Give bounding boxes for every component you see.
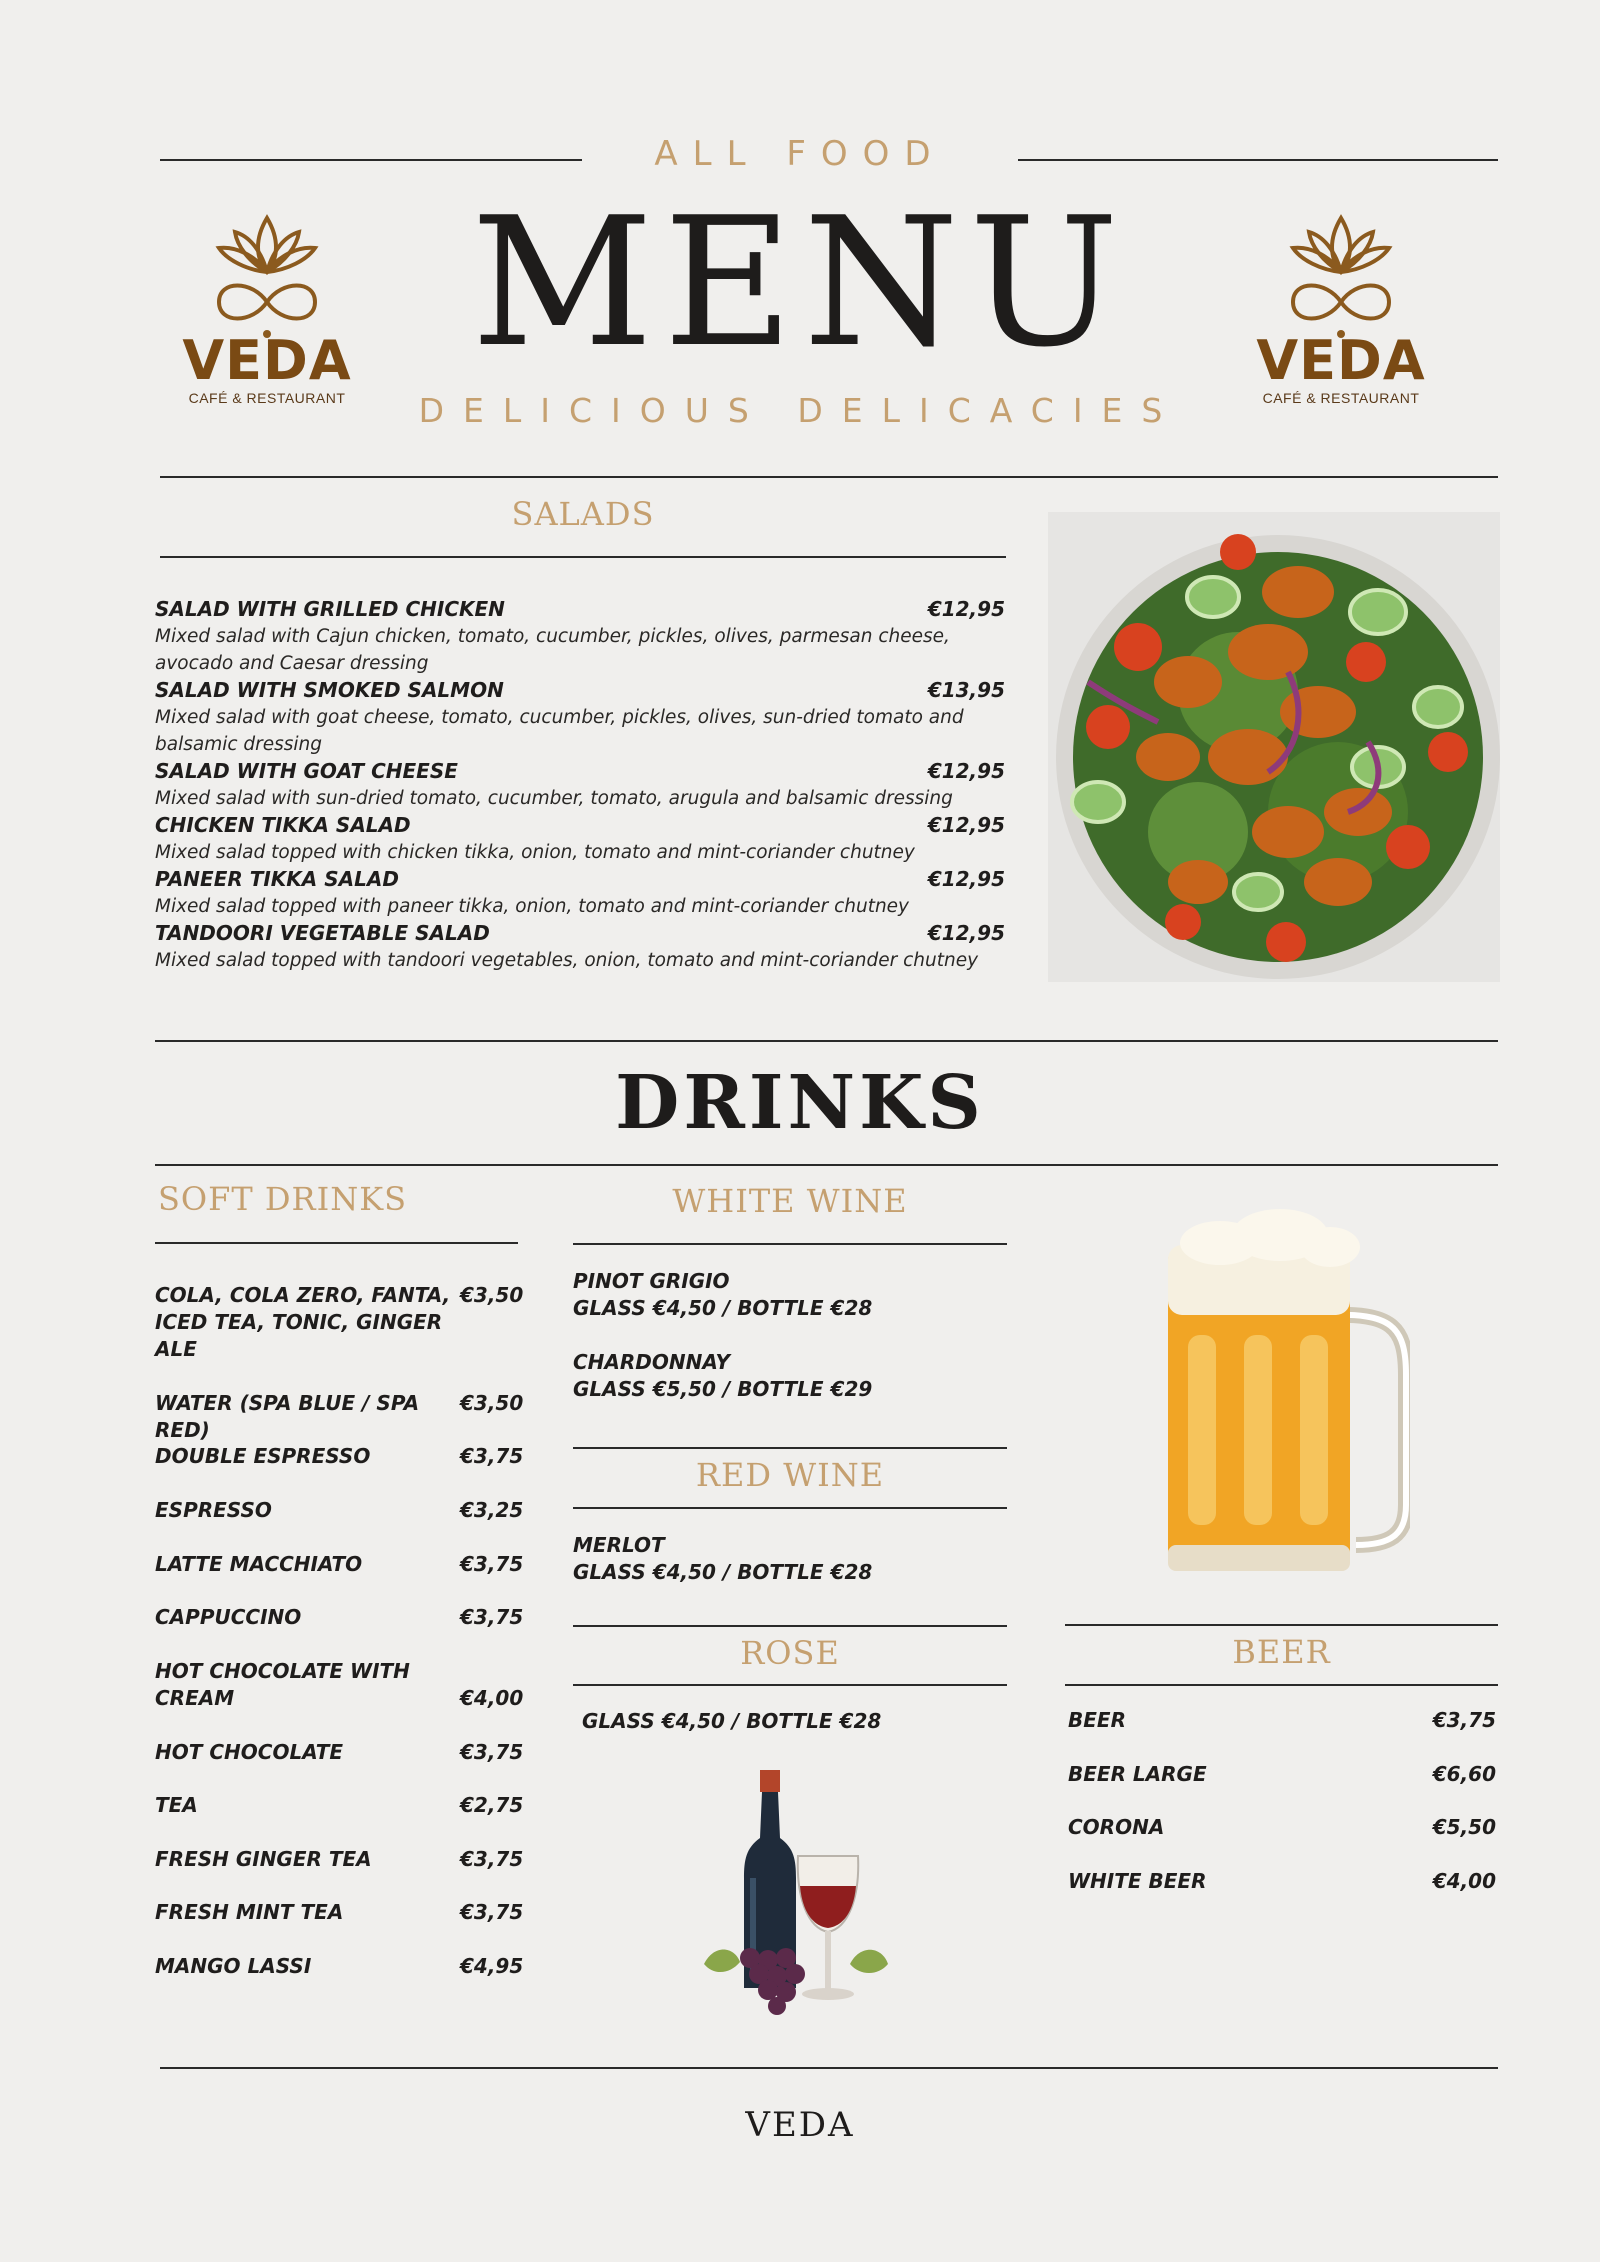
white-wine-rule	[573, 1243, 1007, 1245]
salads-heading: SALADS	[511, 495, 655, 533]
salad-item	[155, 758, 1005, 812]
footer-brand: VEDA	[745, 2105, 855, 2145]
red-wine-heading: RED WINE	[695, 1456, 885, 1494]
drink-name: BEER LARGE	[1068, 1762, 1207, 1786]
drink-price: €4,00	[460, 1686, 524, 1710]
soft-drinks-rule	[155, 1242, 518, 1244]
soft-drink-row	[155, 1497, 524, 1524]
drink-name: CAPPUCCINO	[155, 1605, 302, 1629]
footer-rule	[160, 2067, 1498, 2069]
page-subtitle: DELICIOUS DELICACIES	[418, 391, 1182, 430]
soft-drink-row	[155, 1739, 524, 1766]
salad-description: Mixed salad with sun-dried tomato, cucumber, tomato, arugula and balsamic dressing	[155, 788, 953, 809]
drink-name: MANGO LASSI	[155, 1954, 312, 1978]
drink-price: €3,75	[1432, 1708, 1496, 1732]
wine-item	[573, 1532, 1003, 1586]
soft-drink-row	[155, 1953, 524, 1980]
beer-row	[1068, 1761, 1496, 1788]
drink-price: €5,50	[1432, 1815, 1496, 1839]
drink-price: €3,50	[460, 1283, 524, 1307]
header-divider	[160, 476, 1498, 478]
logo-right	[1246, 210, 1436, 406]
soft-drink-row	[155, 1899, 524, 1926]
salad-description: Mixed salad with Cajun chicken, tomato, cucumber, pickles, olives, parmesan cheese, avocado and Caesar dressing	[155, 626, 950, 674]
wine-name: PINOT GRIGIO	[573, 1269, 730, 1293]
drink-name: COLA, COLA ZERO, FANTA, ICED TEA, TONIC, GINGER ALE	[155, 1283, 451, 1361]
beer-rule-bottom	[1065, 1684, 1498, 1686]
beer-heading: BEER	[1232, 1633, 1331, 1671]
salad-name: PANEER TIKKA SALAD	[155, 867, 399, 891]
soft-drink-row	[155, 1846, 524, 1873]
red-wine-rule-bottom	[573, 1507, 1007, 1509]
salad-description: Mixed salad topped with chicken tikka, onion, tomato and mint-coriander chutney	[155, 842, 915, 863]
salad-bowl-photo	[1048, 512, 1500, 982]
drink-name: BEER	[1068, 1708, 1126, 1732]
salad-price: €13,95	[927, 678, 1005, 702]
drink-price: €3,75	[460, 1552, 524, 1576]
rose-rule-top	[573, 1625, 1007, 1627]
salad-name: SALAD WITH GOAT CHEESE	[155, 759, 458, 783]
drink-name: FRESH MINT TEA	[155, 1900, 344, 1924]
salad-item	[155, 812, 1005, 866]
drink-price: €6,60	[1432, 1762, 1496, 1786]
logo-left	[172, 210, 362, 406]
drink-price: €3,75	[460, 1847, 524, 1871]
drink-price: €2,75	[460, 1793, 524, 1817]
beer-mug-illustration	[1160, 1205, 1410, 1580]
drink-price: €3,75	[460, 1740, 524, 1764]
salad-price: €12,95	[927, 813, 1005, 837]
drink-price: €3,75	[460, 1900, 524, 1924]
soft-drink-row	[155, 1282, 524, 1363]
rose-rule-bottom	[573, 1684, 1007, 1686]
wine-name: CHARDONNAY	[573, 1350, 731, 1374]
lotus-logo-icon	[1271, 210, 1411, 340]
drink-price: €3,75	[460, 1605, 524, 1629]
beer-row	[1068, 1707, 1496, 1734]
drinks-title: DRINKS	[615, 1060, 985, 1146]
drink-name: DOUBLE ESPRESSO	[155, 1444, 371, 1468]
drink-name: TEA	[155, 1793, 198, 1817]
salad-name: SALAD WITH SMOKED SALMON	[155, 678, 504, 702]
page-title: MENU	[471, 179, 1129, 386]
salad-item	[155, 677, 1005, 758]
soft-drink-row	[155, 1443, 524, 1470]
drink-name: WATER (SPA BLUE / SPA RED)	[155, 1391, 420, 1442]
drink-price: €4,00	[1432, 1869, 1496, 1893]
salad-item	[155, 866, 1005, 920]
red-wine-rule-top	[573, 1447, 1007, 1449]
wine-price: GLASS €5,50 / BOTTLE €29	[573, 1377, 873, 1401]
salad-price: €12,95	[927, 759, 1005, 783]
logo-tagline: CAFÉ & RESTAURANT	[188, 390, 346, 406]
rose-item	[582, 1708, 1012, 1735]
drinks-bottom-rule	[155, 1164, 1498, 1166]
beer-rule-top	[1065, 1624, 1498, 1626]
beer-row	[1068, 1814, 1496, 1841]
soft-drink-row	[155, 1792, 524, 1819]
drink-name: LATTE MACCHIATO	[155, 1552, 363, 1576]
white-wine-heading: WHITE WINE	[672, 1182, 908, 1220]
salad-price: €12,95	[927, 867, 1005, 891]
wine-name: MERLOT	[573, 1533, 665, 1557]
drink-price: €4,95	[460, 1954, 524, 1978]
drink-name: ESPRESSO	[155, 1498, 272, 1522]
drinks-top-rule	[155, 1040, 1498, 1042]
drink-name: HOT CHOCOLATE	[155, 1740, 344, 1764]
rose-heading: ROSE	[740, 1634, 840, 1672]
soft-drink-row	[155, 1551, 524, 1578]
salad-name: CHICKEN TIKKA SALAD	[155, 813, 411, 837]
salad-description: Mixed salad topped with tandoori vegetables, onion, tomato and mint-coriander chutney	[155, 950, 979, 971]
salad-name: TANDOORI VEGETABLE SALAD	[155, 921, 490, 945]
soft-drinks-heading: SOFT DRINKS	[158, 1180, 408, 1218]
salads-rule	[160, 556, 1006, 558]
drink-name: CORONA	[1068, 1815, 1165, 1839]
drink-name: FRESH GINGER TEA	[155, 1847, 372, 1871]
beer-row	[1068, 1868, 1496, 1895]
logo-tagline: CAFÉ & RESTAURANT	[1262, 390, 1420, 406]
menu-kicker: ALL FOOD	[654, 134, 946, 174]
soft-drink-row	[155, 1604, 524, 1631]
lotus-logo-icon	[197, 210, 337, 340]
wine-item	[573, 1349, 1003, 1403]
wine-bottle-illustration	[690, 1768, 910, 2018]
wine-item	[573, 1268, 1003, 1322]
wine-price: GLASS €4,50 / BOTTLE €28	[573, 1560, 873, 1584]
salad-price: €12,95	[927, 597, 1005, 621]
salad-price: €12,95	[927, 921, 1005, 945]
salad-item	[155, 920, 1005, 974]
salad-name: SALAD WITH GRILLED CHICKEN	[155, 597, 505, 621]
soft-drink-row	[155, 1390, 524, 1444]
salad-description: Mixed salad topped with paneer tikka, onion, tomato and mint-coriander chutney	[155, 896, 910, 917]
drink-name: WHITE BEER	[1068, 1869, 1207, 1893]
drink-price: €3,75	[460, 1444, 524, 1468]
logo-brand: VEDA	[182, 329, 352, 392]
drink-name: HOT CHOCOLATE WITH CREAM	[155, 1659, 410, 1710]
rose-price: GLASS €4,50 / BOTTLE €28	[582, 1709, 882, 1733]
salad-item	[155, 596, 1005, 677]
salad-description: Mixed salad with goat cheese, tomato, cucumber, pickles, olives, sun-dried tomato and balsamic dressing	[155, 707, 964, 755]
drink-price: €3,50	[460, 1391, 524, 1415]
soft-drink-row	[155, 1658, 524, 1712]
wine-price: GLASS €4,50 / BOTTLE €28	[573, 1296, 873, 1320]
logo-brand: VEDA	[1256, 329, 1426, 392]
drink-price: €3,25	[460, 1498, 524, 1522]
